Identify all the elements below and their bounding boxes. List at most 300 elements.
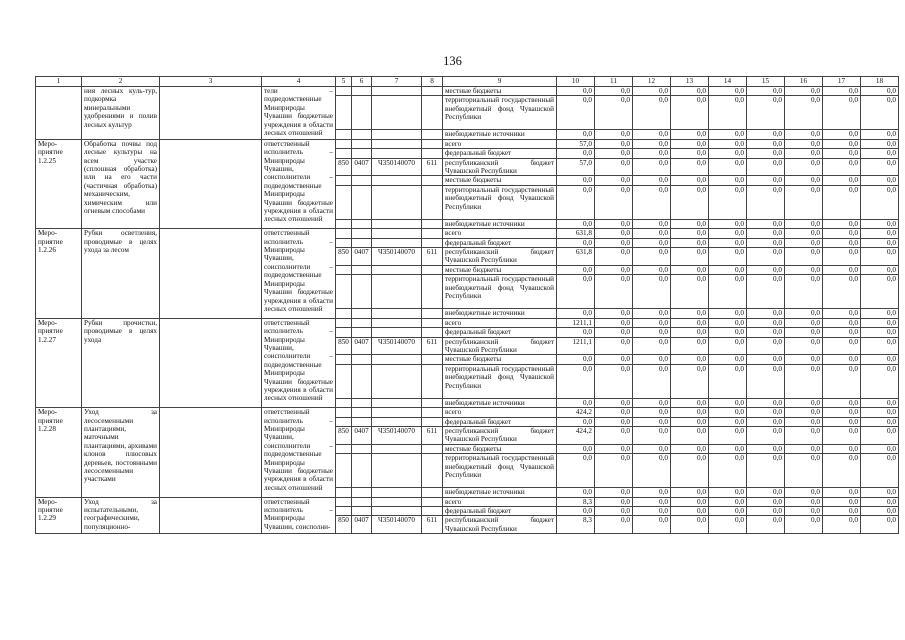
- value-cell: 0,0: [861, 96, 899, 130]
- value-cell: 0,0: [595, 497, 633, 506]
- value-cell: 0,0: [823, 444, 861, 453]
- table-row: [36, 408, 899, 417]
- value-cell: 0,0: [709, 238, 747, 247]
- value-cell: 0,0: [785, 309, 823, 318]
- value-cell: 0,0: [747, 488, 785, 497]
- value-cell: 0,0: [861, 149, 899, 158]
- value-cell: 0,0: [823, 248, 861, 266]
- executor-cell: ответственный исполнитель – Минприроды Чувашии, соисполни-: [262, 497, 336, 534]
- value-cell: 0,0: [633, 130, 671, 139]
- value-cell: 0,0: [861, 265, 899, 274]
- measure-type: Меро-приятие 1.2.25: [36, 139, 82, 228]
- table-row: [36, 87, 899, 96]
- column-header: 15: [747, 77, 785, 87]
- expense-type-code: 611: [422, 516, 443, 534]
- value-cell: 0,0: [747, 158, 785, 176]
- code-cell: [422, 506, 443, 515]
- value-cell: 0,0: [823, 488, 861, 497]
- value-cell: 0,0: [747, 408, 785, 417]
- value-cell: 0,0: [785, 364, 823, 398]
- value-cell: 0,0: [633, 248, 671, 266]
- measure-type: Меро-приятие 1.2.29: [36, 497, 82, 534]
- value-cell: 0,0: [595, 229, 633, 238]
- code-cell: [372, 454, 422, 488]
- value-cell: 0,0: [671, 229, 709, 238]
- funding-source: республиканский бюджет Чувашской Республики: [443, 158, 557, 176]
- value-cell: 0,0: [747, 328, 785, 337]
- value-cell: 0,0: [671, 426, 709, 444]
- value-cell: 0,0: [633, 454, 671, 488]
- value-cell: 0,0: [709, 275, 747, 309]
- value-cell: 0,0: [633, 444, 671, 453]
- code-cell: [372, 265, 422, 274]
- value-cell: 0,0: [633, 96, 671, 130]
- value-cell: 0,0: [785, 408, 823, 417]
- value-cell: 0,0: [785, 265, 823, 274]
- value-cell: 0,0: [747, 497, 785, 506]
- code-cell: [372, 408, 422, 417]
- code-cell: [372, 355, 422, 364]
- code-cell: [422, 139, 443, 148]
- value-cell: 0,0: [823, 96, 861, 130]
- column-header: 4: [262, 77, 336, 87]
- value-cell: 0,0: [557, 355, 595, 364]
- code-cell: [352, 219, 372, 228]
- value-cell: 0,0: [861, 219, 899, 228]
- value-cell: 0,0: [557, 328, 595, 337]
- funding-source: внебюджетные источники: [443, 488, 557, 497]
- value-cell: 0,0: [709, 185, 747, 219]
- code-cell: [336, 238, 352, 247]
- section-code: 0407: [352, 516, 372, 534]
- value-cell: 0,0: [861, 158, 899, 176]
- measure-type: Меро-приятие 1.2.26: [36, 229, 82, 318]
- code-cell: [422, 488, 443, 497]
- value-cell: 0,0: [557, 96, 595, 130]
- funding-source: внебюджетные источники: [443, 398, 557, 407]
- value-cell: 0,0: [671, 219, 709, 228]
- table-row: [36, 139, 899, 148]
- value-cell: 0,0: [671, 309, 709, 318]
- value-cell: 0,0: [671, 248, 709, 266]
- funding-source: федеральный бюджет: [443, 238, 557, 247]
- value-cell: 0,0: [785, 185, 823, 219]
- value-cell: 0,0: [633, 355, 671, 364]
- value-cell: 0,0: [747, 149, 785, 158]
- value-cell: 0,0: [747, 444, 785, 453]
- code-cell: [336, 275, 352, 309]
- target-article-code: Ч350140070: [372, 516, 422, 534]
- value-cell: 0,0: [671, 149, 709, 158]
- funding-source: всего: [443, 318, 557, 327]
- value-cell: 0,0: [823, 265, 861, 274]
- executor-cell: ответственный исполнитель – Минприроды Чувашии, соисполнители – подведомственные Минприроды Чувашии бюджетные учреждения в области лесных отношений: [262, 139, 336, 228]
- value-cell: 0,0: [633, 158, 671, 176]
- code-cell: [352, 87, 372, 96]
- value-cell: 0,0: [747, 139, 785, 148]
- column-header: 11: [595, 77, 633, 87]
- value-cell: 0,0: [823, 318, 861, 327]
- measure-name: Рубки осветления, проводимые в целях ухода за лесом: [82, 229, 160, 318]
- code-cell: [352, 398, 372, 407]
- code-cell: [422, 238, 443, 247]
- empty-cell: [160, 497, 262, 534]
- code-cell: [336, 309, 352, 318]
- code-cell: [422, 87, 443, 96]
- value-cell: 0,0: [671, 158, 709, 176]
- value-cell: 0,0: [823, 158, 861, 176]
- value-cell: 0,0: [595, 158, 633, 176]
- value-cell: 0,0: [595, 364, 633, 398]
- value-cell: 0,0: [633, 87, 671, 96]
- value-cell: 0,0: [747, 229, 785, 238]
- value-cell: 0,0: [633, 506, 671, 515]
- value-cell: 0,0: [823, 364, 861, 398]
- code-cell: [352, 149, 372, 158]
- code-cell: [336, 185, 352, 219]
- funding-source: всего: [443, 408, 557, 417]
- funding-source: территориальный государственный внебюджетный фонд Чувашской Республики: [443, 96, 557, 130]
- value-cell: 0,0: [785, 149, 823, 158]
- code-cell: [352, 275, 372, 309]
- code-cell: [352, 309, 372, 318]
- value-cell: 0,0: [709, 139, 747, 148]
- value-cell: 0,0: [671, 265, 709, 274]
- code-cell: [352, 229, 372, 238]
- code-cell: [336, 497, 352, 506]
- value-cell: 0,0: [557, 506, 595, 515]
- value-cell: 0,0: [709, 506, 747, 515]
- measure-name: Рубки прочистки, проводимые в целях ухода: [82, 318, 160, 407]
- code-cell: [336, 130, 352, 139]
- code-cell: [422, 176, 443, 185]
- value-cell: 0,0: [823, 229, 861, 238]
- value-cell: 0,0: [747, 426, 785, 444]
- value-cell: 424,2: [557, 408, 595, 417]
- value-cell: 0,0: [785, 238, 823, 247]
- value-cell: 0,0: [823, 328, 861, 337]
- value-cell: 0,0: [823, 309, 861, 318]
- value-cell: 0,0: [709, 398, 747, 407]
- value-cell: 0,0: [861, 229, 899, 238]
- value-cell: 0,0: [861, 318, 899, 327]
- value-cell: 0,0: [557, 454, 595, 488]
- column-header: 2: [82, 77, 160, 87]
- value-cell: 0,0: [709, 318, 747, 327]
- value-cell: 0,0: [747, 87, 785, 96]
- code-cell: [422, 497, 443, 506]
- column-header: 3: [160, 77, 262, 87]
- grbs-code: 850: [336, 426, 352, 444]
- funding-source: местные бюджеты: [443, 176, 557, 185]
- value-cell: 0,0: [671, 238, 709, 247]
- column-header: 17: [823, 77, 861, 87]
- funding-source: внебюджетные источники: [443, 130, 557, 139]
- value-cell: 0,0: [861, 454, 899, 488]
- value-cell: 0,0: [557, 309, 595, 318]
- value-cell: 0,0: [785, 337, 823, 355]
- code-cell: [422, 275, 443, 309]
- value-cell: 0,0: [861, 417, 899, 426]
- value-cell: 0,0: [747, 398, 785, 407]
- column-header: 1: [36, 77, 82, 87]
- value-cell: 0,0: [595, 149, 633, 158]
- value-cell: 0,0: [823, 417, 861, 426]
- value-cell: 1211,1: [557, 318, 595, 327]
- code-cell: [352, 454, 372, 488]
- value-cell: 0,0: [595, 454, 633, 488]
- value-cell: 631,8: [557, 248, 595, 266]
- code-cell: [422, 454, 443, 488]
- value-cell: 0,0: [595, 488, 633, 497]
- value-cell: 0,0: [633, 149, 671, 158]
- value-cell: 0,0: [557, 444, 595, 453]
- value-cell: 0,0: [861, 488, 899, 497]
- code-cell: [352, 444, 372, 453]
- value-cell: 0,0: [595, 516, 633, 534]
- code-cell: [352, 328, 372, 337]
- column-header: 10: [557, 77, 595, 87]
- funding-source: всего: [443, 229, 557, 238]
- code-cell: [352, 488, 372, 497]
- value-cell: 0,0: [595, 139, 633, 148]
- grbs-code: 850: [336, 516, 352, 534]
- code-cell: [372, 238, 422, 247]
- code-cell: [372, 488, 422, 497]
- value-cell: 0,0: [785, 87, 823, 96]
- value-cell: 0,0: [785, 417, 823, 426]
- value-cell: 631,8: [557, 229, 595, 238]
- value-cell: 0,0: [709, 497, 747, 506]
- value-cell: 0,0: [747, 506, 785, 515]
- header-row: [36, 77, 899, 87]
- value-cell: 0,0: [747, 417, 785, 426]
- column-header: 14: [709, 77, 747, 87]
- target-article-code: Ч350140070: [372, 426, 422, 444]
- value-cell: 0,0: [785, 158, 823, 176]
- value-cell: 0,0: [671, 96, 709, 130]
- value-cell: 0,0: [595, 185, 633, 219]
- value-cell: 0,0: [557, 265, 595, 274]
- value-cell: 0,0: [633, 176, 671, 185]
- value-cell: 0,0: [595, 426, 633, 444]
- value-cell: 0,0: [785, 275, 823, 309]
- code-cell: [352, 355, 372, 364]
- value-cell: 0,0: [823, 337, 861, 355]
- code-cell: [336, 139, 352, 148]
- value-cell: 0,0: [671, 408, 709, 417]
- value-cell: 0,0: [785, 328, 823, 337]
- funding-source: местные бюджеты: [443, 265, 557, 274]
- value-cell: 0,0: [709, 516, 747, 534]
- value-cell: 0,0: [633, 337, 671, 355]
- expense-type-code: 611: [422, 426, 443, 444]
- code-cell: [336, 176, 352, 185]
- value-cell: 0,0: [671, 417, 709, 426]
- value-cell: 0,0: [595, 309, 633, 318]
- value-cell: 424,2: [557, 426, 595, 444]
- code-cell: [336, 219, 352, 228]
- table-row: [36, 229, 899, 238]
- code-cell: [422, 219, 443, 228]
- value-cell: 0,0: [785, 398, 823, 407]
- value-cell: 0,0: [709, 229, 747, 238]
- code-cell: [422, 265, 443, 274]
- funding-source: внебюджетные источники: [443, 219, 557, 228]
- code-cell: [422, 96, 443, 130]
- executor-cell: ответственный исполнитель – Минприроды Чувашии, соисполнители – подведомственные Минприроды Чувашии бюджетные учреждения в области лесных отношений: [262, 408, 336, 497]
- value-cell: 0,0: [785, 318, 823, 327]
- section-code: 0407: [352, 426, 372, 444]
- value-cell: 0,0: [747, 275, 785, 309]
- value-cell: 0,0: [595, 408, 633, 417]
- measure-type: Меро-приятие 1.2.27: [36, 318, 82, 407]
- value-cell: 0,0: [671, 444, 709, 453]
- code-cell: [336, 408, 352, 417]
- value-cell: 0,0: [709, 328, 747, 337]
- value-cell: 0,0: [823, 355, 861, 364]
- value-cell: 0,0: [785, 516, 823, 534]
- section-code: 0407: [352, 158, 372, 176]
- value-cell: 0,0: [747, 355, 785, 364]
- measure-name: Уход за испытательными, географическими, популяционно-: [82, 497, 160, 534]
- value-cell: 0,0: [671, 139, 709, 148]
- code-cell: [422, 364, 443, 398]
- value-cell: 0,0: [861, 130, 899, 139]
- code-cell: [372, 309, 422, 318]
- value-cell: 0,0: [823, 149, 861, 158]
- code-cell: [372, 185, 422, 219]
- code-cell: [372, 328, 422, 337]
- code-cell: [336, 355, 352, 364]
- code-cell: [352, 176, 372, 185]
- value-cell: 0,0: [557, 149, 595, 158]
- funding-source: федеральный бюджет: [443, 149, 557, 158]
- value-cell: 0,0: [595, 355, 633, 364]
- table-row: [36, 318, 899, 327]
- value-cell: 0,0: [785, 176, 823, 185]
- code-cell: [422, 149, 443, 158]
- value-cell: 0,0: [861, 176, 899, 185]
- value-cell: 0,0: [785, 130, 823, 139]
- code-cell: [372, 444, 422, 453]
- measure-type-cell: [36, 87, 82, 140]
- value-cell: 0,0: [861, 328, 899, 337]
- code-cell: [372, 176, 422, 185]
- value-cell: 0,0: [709, 426, 747, 444]
- value-cell: 0,0: [671, 364, 709, 398]
- funding-source: территориальный государственный внебюджетный фонд Чувашской Республики: [443, 275, 557, 309]
- grbs-code: 850: [336, 248, 352, 266]
- value-cell: 0,0: [557, 130, 595, 139]
- value-cell: 57,0: [557, 139, 595, 148]
- column-header: 8: [422, 77, 443, 87]
- value-cell: 0,0: [671, 454, 709, 488]
- value-cell: 0,0: [709, 158, 747, 176]
- value-cell: 0,0: [785, 444, 823, 453]
- code-cell: [336, 96, 352, 130]
- code-cell: [336, 417, 352, 426]
- value-cell: 0,0: [633, 309, 671, 318]
- code-cell: [372, 417, 422, 426]
- column-header: 18: [861, 77, 899, 87]
- measure-name: Уход за лесосеменными плантациями, маточными плантациями, архивами клонов плюсовых деревьев, постоянными лесосеменными участками: [82, 408, 160, 497]
- code-cell: [422, 309, 443, 318]
- value-cell: 0,0: [861, 238, 899, 247]
- funding-source: республиканский бюджет Чувашской Республики: [443, 516, 557, 534]
- code-cell: [336, 265, 352, 274]
- value-cell: 1211,1: [557, 337, 595, 355]
- value-cell: 0,0: [861, 364, 899, 398]
- measure-name: ния лесных куль-тур, подкормка минеральными удобрениями и полив лесных культур: [82, 87, 160, 140]
- value-cell: 8,3: [557, 497, 595, 506]
- value-cell: 0,0: [671, 328, 709, 337]
- value-cell: 0,0: [747, 337, 785, 355]
- value-cell: 0,0: [557, 87, 595, 96]
- funding-source: всего: [443, 139, 557, 148]
- value-cell: 0,0: [595, 130, 633, 139]
- value-cell: 0,0: [747, 219, 785, 228]
- funding-source: местные бюджеты: [443, 355, 557, 364]
- value-cell: 0,0: [785, 248, 823, 266]
- value-cell: 0,0: [785, 139, 823, 148]
- value-cell: 0,0: [747, 96, 785, 130]
- value-cell: 0,0: [861, 516, 899, 534]
- table-body: [36, 77, 899, 534]
- value-cell: 0,0: [747, 454, 785, 488]
- value-cell: 0,0: [747, 364, 785, 398]
- value-cell: 0,0: [861, 426, 899, 444]
- empty-cell: [160, 229, 262, 318]
- code-cell: [422, 318, 443, 327]
- value-cell: 0,0: [709, 364, 747, 398]
- value-cell: 0,0: [671, 275, 709, 309]
- value-cell: 0,0: [633, 265, 671, 274]
- value-cell: 0,0: [823, 185, 861, 219]
- funding-source: федеральный бюджет: [443, 506, 557, 515]
- funding-source: федеральный бюджет: [443, 417, 557, 426]
- code-cell: [336, 87, 352, 96]
- value-cell: 0,0: [671, 488, 709, 497]
- value-cell: 0,0: [823, 238, 861, 247]
- value-cell: 0,0: [595, 176, 633, 185]
- value-cell: 0,0: [785, 96, 823, 130]
- value-cell: 0,0: [709, 219, 747, 228]
- value-cell: 0,0: [747, 516, 785, 534]
- code-cell: [372, 229, 422, 238]
- code-cell: [422, 444, 443, 453]
- value-cell: 0,0: [823, 130, 861, 139]
- column-header: 16: [785, 77, 823, 87]
- value-cell: 0,0: [861, 139, 899, 148]
- target-article-code: Ч350140070: [372, 337, 422, 355]
- value-cell: 0,0: [595, 417, 633, 426]
- code-cell: [372, 275, 422, 309]
- value-cell: 0,0: [595, 398, 633, 407]
- value-cell: 0,0: [633, 488, 671, 497]
- value-cell: 0,0: [823, 275, 861, 309]
- code-cell: [352, 364, 372, 398]
- value-cell: 0,0: [557, 488, 595, 497]
- value-cell: 0,0: [785, 454, 823, 488]
- value-cell: 0,0: [785, 426, 823, 444]
- section-code: 0407: [352, 248, 372, 266]
- section-code: 0407: [352, 337, 372, 355]
- value-cell: 0,0: [595, 444, 633, 453]
- value-cell: 0,0: [861, 398, 899, 407]
- value-cell: 0,0: [861, 337, 899, 355]
- code-cell: [372, 87, 422, 96]
